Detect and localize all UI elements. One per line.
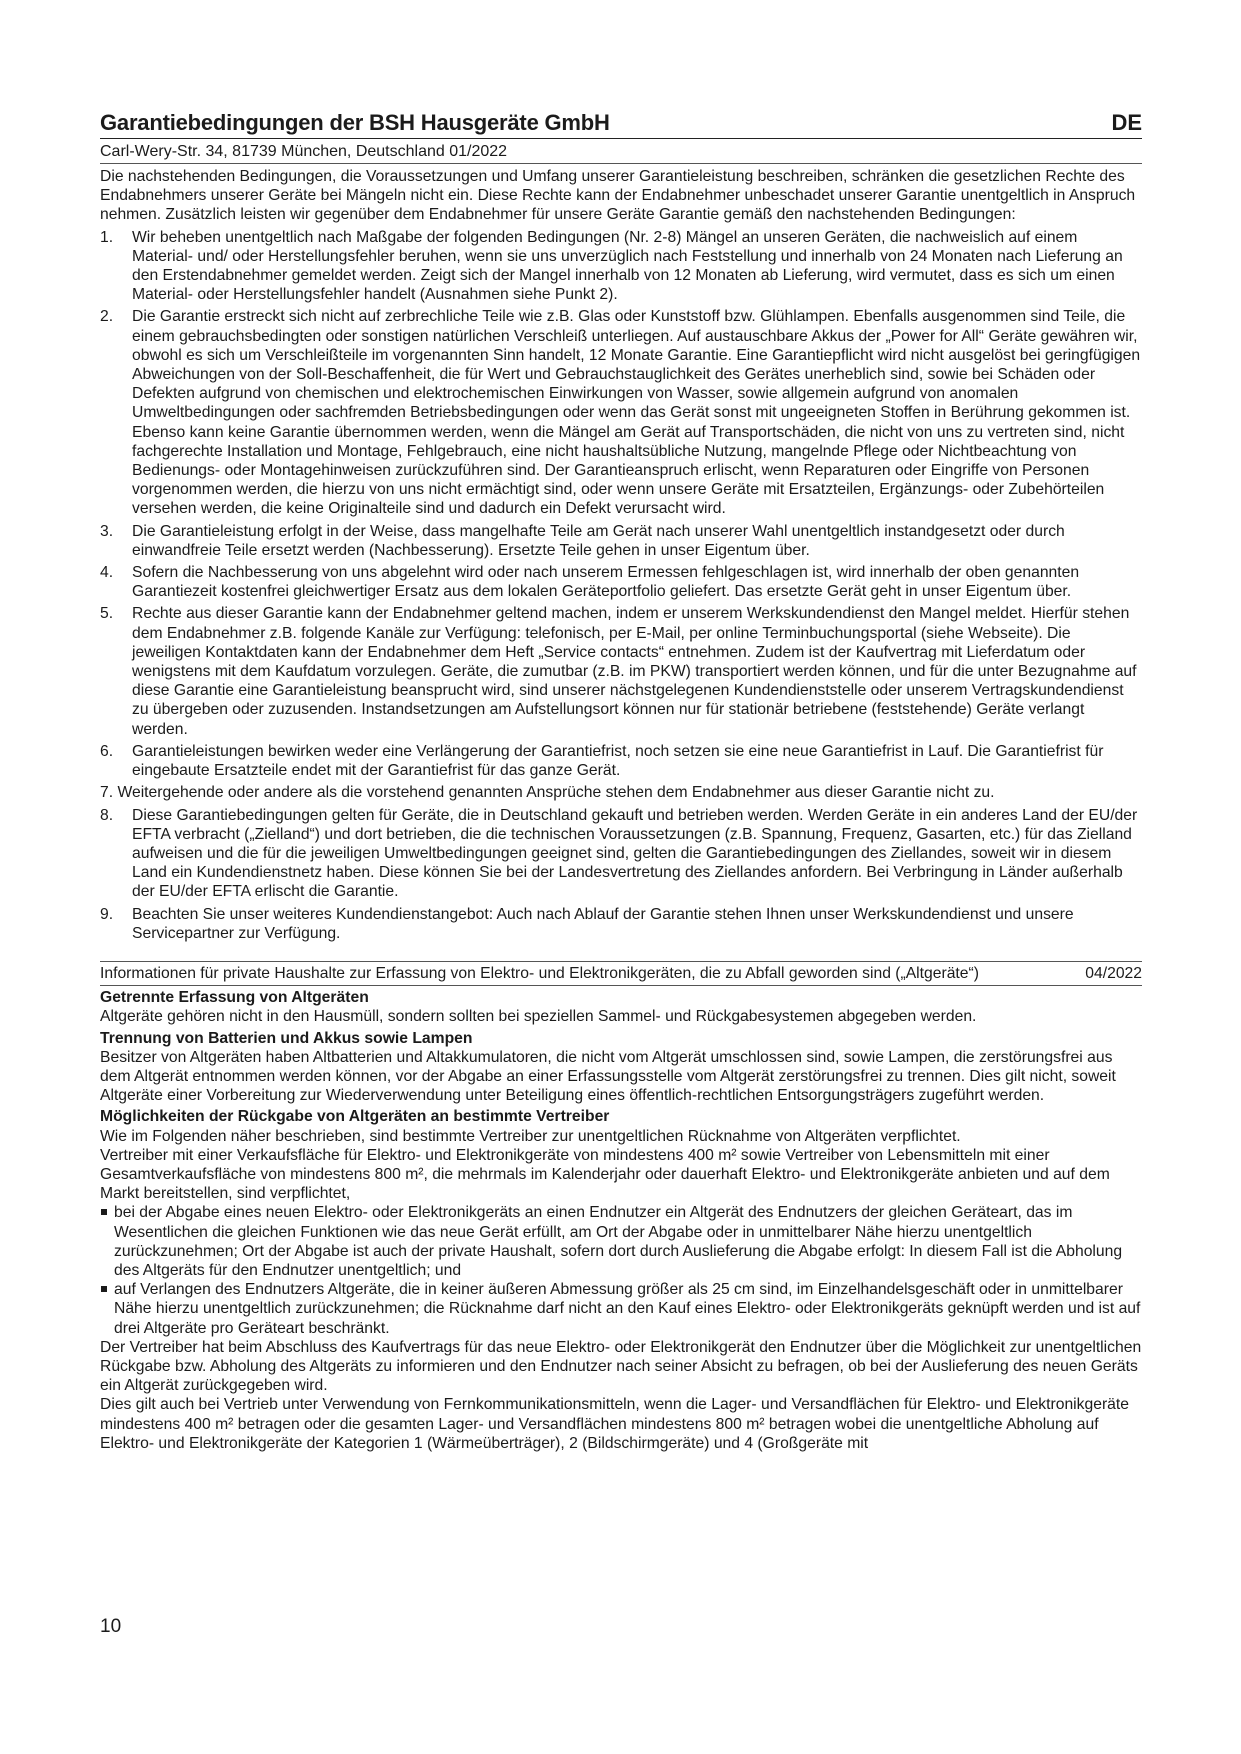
term-item	[100, 522, 1142, 560]
paragraph: Besitzer von Altgeräten haben Altbatterien und Altakkumulatoren, die nicht vom Altgerät umschlossen sind, sowie Lampen, die zerstörungsfrei aus dem Altgerät entnommen werden können, vor der Abgabe an einer Erfassungsstelle vom Altgerät zerstörungsfrei zu trennen. Dies gilt nicht, soweit Altgeräte einer Vorbereitung zur Wiederverwendung unter Beteiligung eines öffentlich-rechtlichen Entsorgungsträgers zugeführt werden.	[100, 1048, 1116, 1105]
paragraph: Wie im Folgenden näher beschrieben, sind bestimmte Vertreiber zur unentgeltlichen Rücknahme von Altgeräten verpflichtet.	[100, 1127, 961, 1145]
guarantee-body	[100, 167, 1142, 943]
term-text: Sofern die Nachbesserung von uns abgelehnt wird oder nach unserem Ermessen fehlgeschlagen ist, wird innerhalb der oben genannten Garantiezeit kostenfrei gleichwertiger Ersatz aus dem lokalen Geräteportfolio geliefert. Das ersetzte Gerät geht in unser Eigentum über.	[132, 564, 1080, 601]
term-number: 2.	[100, 308, 114, 326]
weee-header-date: 04/2022	[1085, 964, 1142, 982]
term-number: 4.	[100, 564, 114, 582]
section-heading: Trennung von Batterien und Akkus sowie Lampen	[100, 1029, 473, 1047]
term-item	[100, 806, 1142, 902]
square-bullet-icon	[101, 1286, 107, 1292]
term-number: 5.	[100, 605, 114, 623]
term-number: 7.	[100, 784, 114, 802]
term-number: 1.	[100, 228, 114, 246]
page-number: 10	[100, 1616, 122, 1637]
bullet-text: bei der Abgabe eines neuen Elektro- oder Elektronikgeräts an einen Endnutzer ein Altgerät des Endnutzers der gleichen Geräteart, das im Wesentlichen die gleichen Funktionen wie das neue Gerät erfüllt, am Ort der Abgabe oder in unmittelbarer Nähe hierzu unentgeltlich zurückzunehmen; Ort der Abgabe ist auch der private Haushalt, sofern dort durch Auslieferung die Abgabe erfolgt: In diesem Fall ist die Abholung des Altgeräts für den Endnutzer unentgeltlich; und	[114, 1204, 1123, 1279]
weee-section	[100, 961, 1142, 1453]
square-bullet-icon	[101, 1209, 107, 1215]
weee-header-text: Informationen für private Haushalte zur Erfassung von Elektro- und Elektronikgeräten, die zu Abfall geworden sind („Altgeräte“)	[100, 964, 979, 982]
term-item	[100, 742, 1142, 780]
term-text: Die Garantie erstreckt sich nicht auf zerbrechliche Teile wie z.B. Glas oder Kunststoff bzw. Glühlampen. Ebenfalls ausgenommen sind Teile, die einem gebrauchsbedingten oder sonstigen natürlichen Verschleiß unterliegen. Auf austauschbare Akkus der „Power for All“ Geräte gewähren wir, obwohl es sich um Verschleißteile im vorgenannten Sinn handelt, 12 Monate Garantie. Eine Garantiepflicht wird nicht ausgelöst bei geringfügigen Abweichungen von der Soll-Beschaffenheit, die für Wert und Gebrauchstauglichkeit des Gerätes unerheblich sind, sowie bei Schäden oder Defekten aufgrund von chemischen und elektrochemischen Einwirkungen von Wasser, sowie allgemein aufgrund von anomalen Umweltbedingungen oder sachfremden Betriebsbedingungen oder wenn das Gerät sonst mit ungeeigneten Stoffen in Berührung gekommen ist. Ebenso kann keine Garantie übernommen werden, wenn die Mängel am Gerät auf Transportschäden, die nicht von uns zu vertreten sind, nicht fachgerechte Installation und Montage, Fehlgebrauch, eine nicht haushaltsübliche Nutzung, mangelnde Pflege oder Nichtbeachtung von Bedienungs- oder Montagehinweisen zurückzuführen sind. Der Garantieanspruch erlischt, wenn Reparaturen oder Eingriffe von Personen vorgenommen werden, die hierzu von uns nicht ermächtigt sind, oder wenn unsere Geräte mit Ersatzteilen, Ergänzungs- oder Zubehörteilen versehen werden, die keine Originalteile sind und dadurch ein Defekt verursacht wird.	[132, 308, 1141, 518]
term-number: 9.	[100, 905, 114, 923]
term-text: Diese Garantiebedingungen gelten für Geräte, die in Deutschland gekauft und betrieben werden. Werden Geräte in ein anderes Land der EU/der EFTA verbracht („Zielland“) und dort betrieben, die die technischen Voraussetzungen (z.B. Spannung, Frequenz, Gasarten, etc.) für das Zielland aufweisen und die für die jeweiligen Umweltbedingungen geeignet sind, gelten die Garantiebedingungen des Ziellandes, soweit wir in diesem Land ein Kundendienstnetz haben. Diese können Sie bei der Landesvertretung des Ziellandes anfordern. Bei Verbringung in Länder außerhalb der EU/der EFTA erlischt die Garantie.	[132, 806, 1138, 901]
document-page	[100, 110, 1142, 1453]
term-number: 6.	[100, 742, 114, 760]
bullet-item	[100, 1280, 1142, 1338]
bullet-list	[100, 1203, 1142, 1337]
paragraph: Dies gilt auch bei Vertrieb unter Verwendung von Fernkommunikationsmitteln, wenn die Lager- und Versandflächen für Elektro- und Elektronikgeräte mindestens 400 m² betragen oder die gesamten Lager- und Versandflächen mindestens 800 m² betragen wobei die unentgeltliche Abholung auf Elektro- und Elektronikgeräte der Kategorien 1 (Wärmeüberträger), 2 (Bildschirmgeräte) und 4 (Großgeräte mit	[100, 1396, 1129, 1452]
paragraph: Der Vertreiber hat beim Abschluss des Kaufvertrags für das neue Elektro- oder Elektronikgerät den Endnutzer über die Möglichkeit zur unentgeltlichen Rückgabe bzw. Abholung des Altgeräts zu informieren und den Endnutzer nach seiner Absicht zu befragen, ob bei der Auslieferung des neuen Geräts ein Altgerät zurückgegeben wird.	[100, 1338, 1142, 1395]
bullet-text: auf Verlangen des Endnutzers Altgeräte, die in keiner äußeren Abmessung größer als 25 cm sind, im Einzelhandelsgeschäft oder in unmittelbarer Nähe hierzu unentgeltlich zurückzunehmen; die Rücknahme darf nicht an den Kauf eines Elektro- oder Elektronikgeräts geknüpft werden und ist auf drei Altgeräte pro Geräteart beschränkt.	[114, 1281, 1141, 1337]
term-item	[100, 563, 1142, 601]
weee-body	[100, 988, 1142, 1453]
intro-paragraph: Die nachstehenden Bedingungen, die Voraussetzungen und Umfang unserer Garantieleistung beschreiben, schränken die gesetzlichen Rechte des Endabnehmers unserer Geräte bei Mängeln nicht ein. Diese Rechte kann der Endabnehmer unbeschadet unserer Garantie unentgeltlich in Anspruch nehmen. Zusätzlich leisten wir gegenüber dem Endabnehmer für unsere Geräte Garantie gemäß den nachstehenden Bedingungen:	[100, 168, 1136, 224]
term-item	[100, 905, 1142, 943]
paragraph: Altgeräte gehören nicht in den Hausmüll, sondern sollten bei speziellen Sammel- und Rückgabesystemen abgegeben werden.	[100, 1008, 977, 1026]
term-text: Die Garantieleistung erfolgt in der Weise, dass mangelhafte Teile am Gerät nach unserer Wahl unentgeltlich instandgesetzt oder durch einwandfreie Teile ersetzt werden (Nachbesserung). Ersetzte Teile gehen in unser Eigentum über.	[132, 522, 1065, 559]
term-item	[100, 783, 1142, 802]
section-heading: Möglichkeiten der Rückgabe von Altgeräten an bestimmte Vertreiber	[100, 1108, 610, 1126]
term-number: 8.	[100, 806, 114, 824]
company-address: Carl-Wery-Str. 34, 81739 München, Deutschland 01/2022	[100, 139, 1142, 164]
term-text: Weitergehende oder andere als die vorstehend genannten Ansprüche stehen dem Endabnehmer aus dieser Garantie nicht zu.	[117, 784, 995, 802]
term-item	[100, 307, 1142, 518]
page-title: Garantiebedingungen der BSH Hausgeräte GmbH	[100, 110, 610, 135]
term-item	[100, 604, 1142, 738]
section-heading: Getrennte Erfassung von Altgeräten	[100, 989, 369, 1007]
bullet-item	[100, 1203, 1142, 1280]
terms-list	[100, 228, 1142, 943]
language-code: DE	[1111, 110, 1142, 135]
term-text: Beachten Sie unser weiteres Kundendienstangebot: Auch nach Ablauf der Garantie stehen Ihnen unser Werkskundendienst und unsere Servicepartner zur Verfügung.	[132, 905, 1074, 942]
term-text: Garantieleistungen bewirken weder eine Verlängerung der Garantiefrist, noch setzen sie eine neue Garantiefrist in Lauf. Die Garantiefrist für eingebaute Ersatzteile endet mit der Garantiefrist für das ganze Gerät.	[132, 742, 1104, 780]
term-item	[100, 228, 1142, 305]
paragraph: Vertreiber mit einer Verkaufsfläche für Elektro- und Elektronikgeräte von mindestens 400 m² sowie Vertreiber von Lebensmitteln mit einer Gesamtverkaufsfläche von mindestens 800 m², die mehrmals im Kalenderjahr oder dauerhaft Elektro- und Elektronikgeräte anbieten und auf dem Markt bereitstellen, sind verpflichtet,	[100, 1146, 1110, 1203]
weee-section-header	[100, 964, 1142, 986]
document-header	[100, 110, 1142, 139]
term-number: 3.	[100, 522, 114, 540]
term-text: Rechte aus dieser Garantie kann der Endabnehmer geltend machen, indem er unserem Werkskundendienst den Mangel meldet. Hierfür stehen dem Endabnehmer z.B. folgende Kanäle zur Verfügung: telefonisch, per E-Mail, per online Terminbuchungsportal (siehe Webseite). Die jeweiligen Kontaktdaten kann der Endabnehmer dem Heft „Service contacts“ entnehmen. Zudem ist der Kaufvertrag mit Lieferdatum oder wenigstens mit dem Kaufdatum vorzulegen. Geräte, die zumutbar (z.B. im PKW) transportiert werden können, und für die unter Bezugnahme auf diese Garantie eine Garantieleistung beansprucht wird, sind unserer nächstgelegenen Kundendienststelle oder unserem Vertragskundendienst zu übergeben oder zuzusenden. Instandsetzungen am Aufstellungsort können nur für stationär betriebene (feststehende) Geräte verlangt werden.	[132, 605, 1137, 738]
term-text: Wir beheben unentgeltlich nach Maßgabe der folgenden Bedingungen (Nr. 2-8) Mängel an unseren Geräten, die nachweislich auf einem Material- und/ oder Herstellungsfehler beruhen, wenn sie uns unverzüglich nach Feststellung und innerhalb von 24 Monaten nach Lieferung an den Erstendabnehmer gemeldet werden. Zeigt sich der Mangel innerhalb von 12 Monaten ab Lieferung, wird vermutet, dass es sich um einen Material- oder Herstellungsfehler handelt (Ausnahmen siehe Punkt 2).	[132, 228, 1123, 304]
